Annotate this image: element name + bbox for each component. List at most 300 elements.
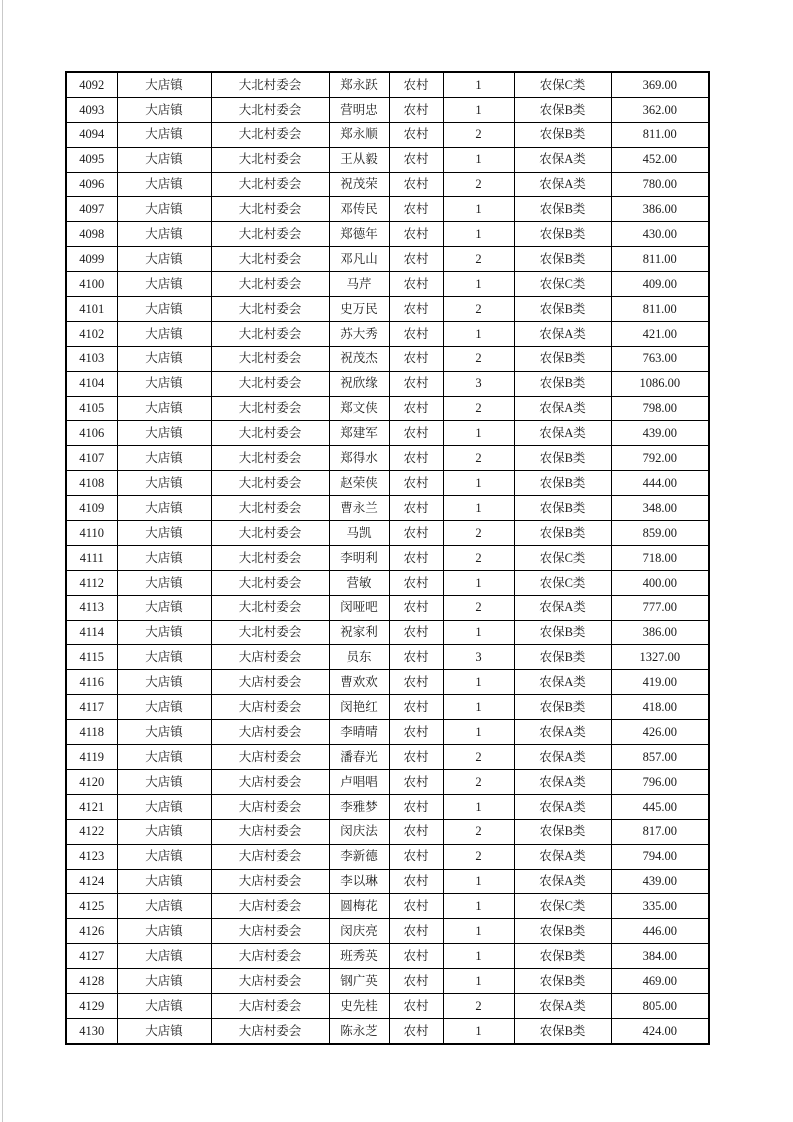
cell-serial-number: 4130 [66, 1018, 117, 1043]
cell-residence-type: 农村 [389, 371, 443, 396]
cell-insurance-category: 农保B类 [514, 197, 611, 222]
cell-village-committee: 大北村委会 [211, 297, 329, 322]
cell-village-committee: 大店村委会 [211, 844, 329, 869]
cell-serial-number: 4107 [66, 446, 117, 471]
cell-residence-type: 农村 [389, 745, 443, 770]
cell-person-count: 1 [443, 97, 514, 122]
cell-town: 大店镇 [117, 521, 211, 546]
cell-insurance-category: 农保B类 [514, 695, 611, 720]
cell-village-committee: 大北村委会 [211, 122, 329, 147]
cell-person-name: 闵哑吧 [329, 595, 389, 620]
cell-person-count: 1 [443, 321, 514, 346]
cell-town: 大店镇 [117, 595, 211, 620]
cell-serial-number: 4114 [66, 620, 117, 645]
cell-town: 大店镇 [117, 944, 211, 969]
cell-residence-type: 农村 [389, 545, 443, 570]
cell-residence-type: 农村 [389, 396, 443, 421]
cell-village-committee: 大店村委会 [211, 993, 329, 1018]
cell-person-count: 1 [443, 147, 514, 172]
cell-residence-type: 农村 [389, 720, 443, 745]
cell-insurance-category: 农保B类 [514, 969, 611, 994]
cell-person-name: 郑永跃 [329, 72, 389, 97]
table-row [66, 769, 709, 794]
cell-serial-number: 4116 [66, 670, 117, 695]
cell-insurance-category: 农保A类 [514, 869, 611, 894]
cell-person-name: 郑文侠 [329, 396, 389, 421]
cell-amount: 424.00 [611, 1018, 709, 1043]
cell-insurance-category: 农保A类 [514, 745, 611, 770]
table-row [66, 695, 709, 720]
cell-person-name: 闵庆亮 [329, 919, 389, 944]
cell-residence-type: 农村 [389, 645, 443, 670]
cell-person-count: 1 [443, 919, 514, 944]
cell-serial-number: 4113 [66, 595, 117, 620]
cell-serial-number: 4125 [66, 894, 117, 919]
cell-serial-number: 4120 [66, 769, 117, 794]
cell-residence-type: 农村 [389, 346, 443, 371]
cell-village-committee: 大北村委会 [211, 471, 329, 496]
cell-insurance-category: 农保A类 [514, 993, 611, 1018]
cell-village-committee: 大店村委会 [211, 944, 329, 969]
cell-village-committee: 大店村委会 [211, 869, 329, 894]
table-row [66, 421, 709, 446]
cell-town: 大店镇 [117, 396, 211, 421]
cell-person-count: 2 [443, 122, 514, 147]
table-body [66, 72, 709, 1044]
cell-serial-number: 4126 [66, 919, 117, 944]
cell-person-name: 李以琳 [329, 869, 389, 894]
cell-town: 大店镇 [117, 421, 211, 446]
cell-town: 大店镇 [117, 371, 211, 396]
cell-person-name: 营明忠 [329, 97, 389, 122]
cell-residence-type: 农村 [389, 919, 443, 944]
cell-village-committee: 大店村委会 [211, 919, 329, 944]
cell-town: 大店镇 [117, 819, 211, 844]
cell-amount: 446.00 [611, 919, 709, 944]
cell-village-committee: 大店村委会 [211, 695, 329, 720]
cell-person-name: 陈永芝 [329, 1018, 389, 1043]
cell-person-count: 1 [443, 894, 514, 919]
table-row [66, 819, 709, 844]
cell-town: 大店镇 [117, 346, 211, 371]
cell-person-count: 2 [443, 446, 514, 471]
cell-town: 大店镇 [117, 1018, 211, 1043]
cell-insurance-category: 农保A类 [514, 172, 611, 197]
table-row [66, 97, 709, 122]
cell-town: 大店镇 [117, 297, 211, 322]
table-row [66, 645, 709, 670]
cell-residence-type: 农村 [389, 670, 443, 695]
cell-insurance-category: 农保C类 [514, 894, 611, 919]
table-row [66, 869, 709, 894]
cell-town: 大店镇 [117, 745, 211, 770]
cell-serial-number: 4118 [66, 720, 117, 745]
cell-amount: 811.00 [611, 297, 709, 322]
cell-serial-number: 4119 [66, 745, 117, 770]
cell-residence-type: 农村 [389, 944, 443, 969]
table-row [66, 545, 709, 570]
table-row [66, 147, 709, 172]
cell-residence-type: 农村 [389, 172, 443, 197]
cell-insurance-category: 农保B类 [514, 247, 611, 272]
table-row [66, 993, 709, 1018]
cell-person-name: 李明利 [329, 545, 389, 570]
cell-village-committee: 大北村委会 [211, 197, 329, 222]
cell-insurance-category: 农保B类 [514, 521, 611, 546]
cell-village-committee: 大店村委会 [211, 769, 329, 794]
cell-amount: 811.00 [611, 122, 709, 147]
cell-amount: 386.00 [611, 620, 709, 645]
cell-village-committee: 大北村委会 [211, 72, 329, 97]
cell-residence-type: 农村 [389, 72, 443, 97]
cell-village-committee: 大北村委会 [211, 595, 329, 620]
table-row [66, 72, 709, 97]
table-row [66, 122, 709, 147]
cell-town: 大店镇 [117, 620, 211, 645]
cell-insurance-category: 农保A类 [514, 670, 611, 695]
cell-town: 大店镇 [117, 172, 211, 197]
cell-town: 大店镇 [117, 869, 211, 894]
cell-serial-number: 4117 [66, 695, 117, 720]
cell-serial-number: 4104 [66, 371, 117, 396]
cell-amount: 777.00 [611, 595, 709, 620]
cell-person-count: 1 [443, 1018, 514, 1043]
cell-person-name: 王从毅 [329, 147, 389, 172]
cell-person-count: 1 [443, 471, 514, 496]
cell-person-count: 2 [443, 545, 514, 570]
cell-insurance-category: 农保B类 [514, 471, 611, 496]
cell-town: 大店镇 [117, 247, 211, 272]
cell-amount: 384.00 [611, 944, 709, 969]
cell-person-name: 闵庆法 [329, 819, 389, 844]
cell-person-count: 1 [443, 670, 514, 695]
cell-town: 大店镇 [117, 471, 211, 496]
cell-village-committee: 大店村委会 [211, 969, 329, 994]
cell-town: 大店镇 [117, 794, 211, 819]
cell-person-name: 李新德 [329, 844, 389, 869]
cell-amount: 469.00 [611, 969, 709, 994]
table-row [66, 745, 709, 770]
cell-village-committee: 大北村委会 [211, 321, 329, 346]
cell-residence-type: 农村 [389, 471, 443, 496]
cell-person-name: 班秀英 [329, 944, 389, 969]
table-row [66, 396, 709, 421]
cell-town: 大店镇 [117, 122, 211, 147]
cell-person-name: 祝家利 [329, 620, 389, 645]
cell-residence-type: 农村 [389, 819, 443, 844]
cell-residence-type: 农村 [389, 769, 443, 794]
cell-serial-number: 4129 [66, 993, 117, 1018]
table-row [66, 844, 709, 869]
cell-insurance-category: 农保B类 [514, 346, 611, 371]
cell-amount: 362.00 [611, 97, 709, 122]
cell-serial-number: 4112 [66, 570, 117, 595]
cell-insurance-category: 农保A类 [514, 595, 611, 620]
cell-insurance-category: 农保C类 [514, 272, 611, 297]
table-row [66, 919, 709, 944]
cell-person-name: 闵艳红 [329, 695, 389, 720]
cell-person-name: 卢唱唱 [329, 769, 389, 794]
cell-person-count: 2 [443, 844, 514, 869]
cell-amount: 421.00 [611, 321, 709, 346]
table-row [66, 1018, 709, 1043]
cell-insurance-category: 农保A类 [514, 147, 611, 172]
cell-village-committee: 大店村委会 [211, 1018, 329, 1043]
cell-village-committee: 大店村委会 [211, 720, 329, 745]
cell-serial-number: 4123 [66, 844, 117, 869]
cell-person-name: 郑建军 [329, 421, 389, 446]
cell-residence-type: 农村 [389, 247, 443, 272]
cell-amount: 857.00 [611, 745, 709, 770]
cell-amount: 419.00 [611, 670, 709, 695]
cell-amount: 780.00 [611, 172, 709, 197]
table-row [66, 620, 709, 645]
cell-village-committee: 大店村委会 [211, 670, 329, 695]
cell-serial-number: 4102 [66, 321, 117, 346]
cell-person-name: 马芹 [329, 272, 389, 297]
cell-person-name: 郑德年 [329, 222, 389, 247]
cell-amount: 430.00 [611, 222, 709, 247]
table-row [66, 570, 709, 595]
cell-residence-type: 农村 [389, 570, 443, 595]
cell-serial-number: 4110 [66, 521, 117, 546]
cell-insurance-category: 农保B类 [514, 620, 611, 645]
cell-town: 大店镇 [117, 645, 211, 670]
cell-person-count: 1 [443, 969, 514, 994]
cell-town: 大店镇 [117, 272, 211, 297]
cell-insurance-category: 农保B类 [514, 496, 611, 521]
cell-serial-number: 4094 [66, 122, 117, 147]
table-row [66, 272, 709, 297]
cell-town: 大店镇 [117, 197, 211, 222]
cell-town: 大店镇 [117, 720, 211, 745]
cell-village-committee: 大店村委会 [211, 894, 329, 919]
cell-village-committee: 大北村委会 [211, 222, 329, 247]
cell-village-committee: 大北村委会 [211, 346, 329, 371]
cell-residence-type: 农村 [389, 321, 443, 346]
cell-town: 大店镇 [117, 321, 211, 346]
cell-serial-number: 4095 [66, 147, 117, 172]
cell-person-count: 2 [443, 595, 514, 620]
cell-person-count: 2 [443, 396, 514, 421]
table-row [66, 247, 709, 272]
cell-serial-number: 4108 [66, 471, 117, 496]
cell-residence-type: 农村 [389, 993, 443, 1018]
cell-town: 大店镇 [117, 894, 211, 919]
cell-person-name: 曹永兰 [329, 496, 389, 521]
cell-serial-number: 4106 [66, 421, 117, 446]
cell-amount: 439.00 [611, 421, 709, 446]
cell-serial-number: 4127 [66, 944, 117, 969]
cell-town: 大店镇 [117, 570, 211, 595]
cell-amount: 1327.00 [611, 645, 709, 670]
cell-village-committee: 大北村委会 [211, 247, 329, 272]
cell-residence-type: 农村 [389, 197, 443, 222]
cell-serial-number: 4121 [66, 794, 117, 819]
cell-serial-number: 4111 [66, 545, 117, 570]
cell-amount: 445.00 [611, 794, 709, 819]
cell-residence-type: 农村 [389, 1018, 443, 1043]
cell-insurance-category: 农保A类 [514, 794, 611, 819]
cell-serial-number: 4093 [66, 97, 117, 122]
cell-serial-number: 4124 [66, 869, 117, 894]
cell-person-count: 2 [443, 993, 514, 1018]
cell-amount: 335.00 [611, 894, 709, 919]
cell-amount: 439.00 [611, 869, 709, 894]
cell-serial-number: 4096 [66, 172, 117, 197]
cell-insurance-category: 农保C类 [514, 72, 611, 97]
cell-residence-type: 农村 [389, 794, 443, 819]
cell-person-count: 1 [443, 620, 514, 645]
table-row [66, 496, 709, 521]
cell-amount: 452.00 [611, 147, 709, 172]
cell-serial-number: 4097 [66, 197, 117, 222]
table-row [66, 197, 709, 222]
cell-town: 大店镇 [117, 993, 211, 1018]
cell-serial-number: 4103 [66, 346, 117, 371]
cell-person-count: 2 [443, 769, 514, 794]
cell-insurance-category: 农保B类 [514, 819, 611, 844]
cell-residence-type: 农村 [389, 97, 443, 122]
cell-person-count: 2 [443, 346, 514, 371]
cell-village-committee: 大北村委会 [211, 446, 329, 471]
cell-person-name: 祝茂荣 [329, 172, 389, 197]
table-row [66, 321, 709, 346]
cell-amount: 369.00 [611, 72, 709, 97]
cell-amount: 859.00 [611, 521, 709, 546]
table-row [66, 297, 709, 322]
cell-serial-number: 4115 [66, 645, 117, 670]
cell-person-count: 1 [443, 72, 514, 97]
table-row [66, 894, 709, 919]
table-row [66, 346, 709, 371]
cell-person-count: 1 [443, 695, 514, 720]
cell-amount: 400.00 [611, 570, 709, 595]
cell-amount: 426.00 [611, 720, 709, 745]
cell-person-name: 邓凡山 [329, 247, 389, 272]
cell-person-name: 员东 [329, 645, 389, 670]
cell-serial-number: 4099 [66, 247, 117, 272]
cell-person-name: 郑永顺 [329, 122, 389, 147]
cell-amount: 792.00 [611, 446, 709, 471]
cell-insurance-category: 农保A类 [514, 720, 611, 745]
cell-serial-number: 4101 [66, 297, 117, 322]
cell-person-name: 邓传民 [329, 197, 389, 222]
cell-residence-type: 农村 [389, 844, 443, 869]
cell-residence-type: 农村 [389, 969, 443, 994]
table-row [66, 471, 709, 496]
cell-town: 大店镇 [117, 496, 211, 521]
cell-serial-number: 4122 [66, 819, 117, 844]
cell-residence-type: 农村 [389, 695, 443, 720]
cell-amount: 386.00 [611, 197, 709, 222]
cell-amount: 763.00 [611, 346, 709, 371]
cell-insurance-category: 农保B类 [514, 122, 611, 147]
cell-amount: 409.00 [611, 272, 709, 297]
cell-person-name: 营敏 [329, 570, 389, 595]
table-row [66, 371, 709, 396]
cell-insurance-category: 农保A类 [514, 321, 611, 346]
cell-town: 大店镇 [117, 670, 211, 695]
cell-person-count: 1 [443, 570, 514, 595]
table-row [66, 720, 709, 745]
cell-village-committee: 大店村委会 [211, 819, 329, 844]
cell-town: 大店镇 [117, 695, 211, 720]
benefit-roster-table [65, 71, 710, 1045]
cell-insurance-category: 农保C类 [514, 545, 611, 570]
cell-residence-type: 农村 [389, 894, 443, 919]
cell-village-committee: 大北村委会 [211, 147, 329, 172]
cell-amount: 444.00 [611, 471, 709, 496]
cell-person-name: 圆梅花 [329, 894, 389, 919]
cell-person-count: 2 [443, 172, 514, 197]
cell-insurance-category: 农保B类 [514, 645, 611, 670]
cell-amount: 817.00 [611, 819, 709, 844]
cell-village-committee: 大店村委会 [211, 745, 329, 770]
cell-person-count: 2 [443, 819, 514, 844]
cell-village-committee: 大店村委会 [211, 794, 329, 819]
cell-village-committee: 大北村委会 [211, 371, 329, 396]
cell-amount: 718.00 [611, 545, 709, 570]
cell-person-name: 史万民 [329, 297, 389, 322]
cell-person-count: 2 [443, 247, 514, 272]
cell-residence-type: 农村 [389, 122, 443, 147]
cell-person-name: 钢广英 [329, 969, 389, 994]
cell-town: 大店镇 [117, 919, 211, 944]
cell-serial-number: 4128 [66, 969, 117, 994]
cell-insurance-category: 农保C类 [514, 570, 611, 595]
cell-insurance-category: 农保A类 [514, 844, 611, 869]
cell-amount: 418.00 [611, 695, 709, 720]
cell-residence-type: 农村 [389, 147, 443, 172]
cell-insurance-category: 农保B类 [514, 97, 611, 122]
cell-serial-number: 4105 [66, 396, 117, 421]
cell-town: 大店镇 [117, 969, 211, 994]
table-row [66, 969, 709, 994]
cell-person-count: 3 [443, 645, 514, 670]
cell-village-committee: 大北村委会 [211, 396, 329, 421]
cell-residence-type: 农村 [389, 620, 443, 645]
cell-insurance-category: 农保B类 [514, 944, 611, 969]
cell-village-committee: 大店村委会 [211, 645, 329, 670]
cell-residence-type: 农村 [389, 222, 443, 247]
cell-town: 大店镇 [117, 72, 211, 97]
cell-person-name: 李雅梦 [329, 794, 389, 819]
cell-person-name: 李晴晴 [329, 720, 389, 745]
cell-village-committee: 大北村委会 [211, 97, 329, 122]
cell-town: 大店镇 [117, 769, 211, 794]
cell-residence-type: 农村 [389, 869, 443, 894]
cell-amount: 796.00 [611, 769, 709, 794]
cell-serial-number: 4100 [66, 272, 117, 297]
cell-amount: 805.00 [611, 993, 709, 1018]
cell-insurance-category: 农保B类 [514, 371, 611, 396]
cell-village-committee: 大北村委会 [211, 545, 329, 570]
table-row [66, 670, 709, 695]
cell-insurance-category: 农保A类 [514, 396, 611, 421]
cell-insurance-category: 农保B类 [514, 222, 611, 247]
cell-village-committee: 大北村委会 [211, 421, 329, 446]
cell-town: 大店镇 [117, 222, 211, 247]
cell-person-name: 史先桂 [329, 993, 389, 1018]
cell-residence-type: 农村 [389, 272, 443, 297]
cell-person-name: 郑得水 [329, 446, 389, 471]
table-row [66, 794, 709, 819]
cell-amount: 794.00 [611, 844, 709, 869]
cell-village-committee: 大北村委会 [211, 172, 329, 197]
cell-person-count: 1 [443, 496, 514, 521]
table-row [66, 222, 709, 247]
